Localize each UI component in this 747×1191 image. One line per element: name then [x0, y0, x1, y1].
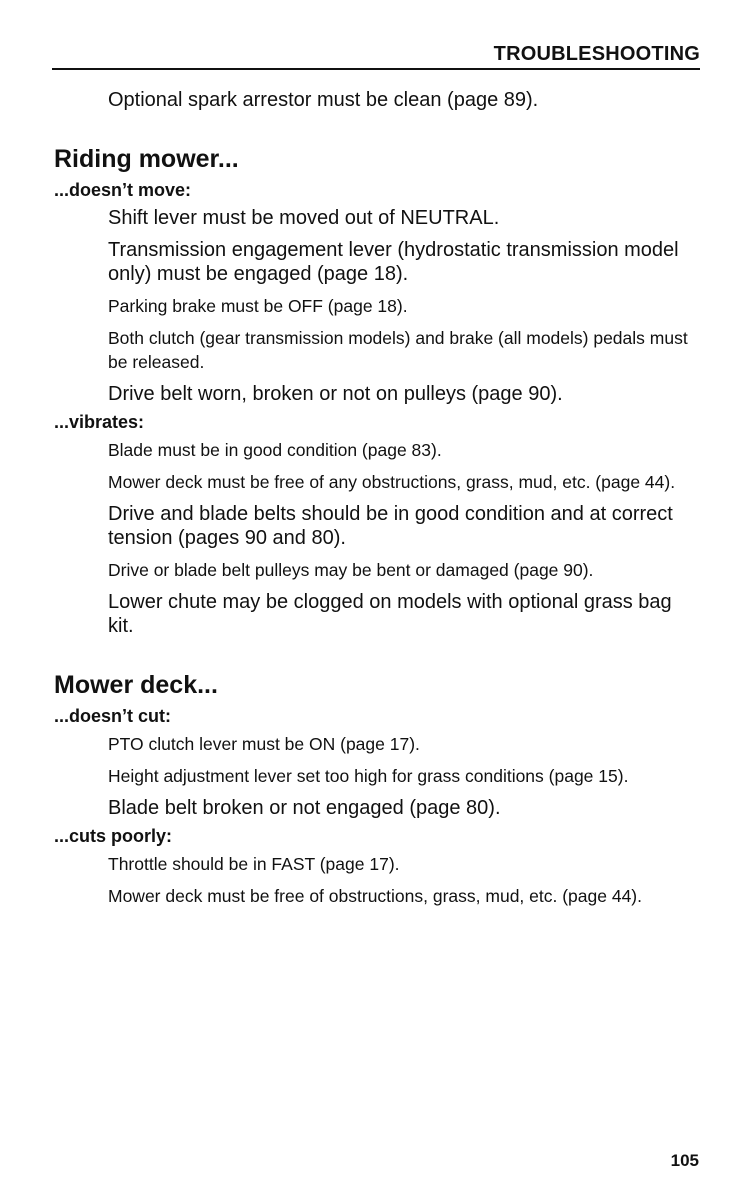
- page-content: [0, 88, 747, 908]
- troubleshooting-item: Drive belt worn, broken or not on pulleys (page 90).: [108, 383, 563, 405]
- subsection-vibrates: [0, 410, 747, 638]
- section-heading: Riding mower...: [54, 145, 239, 173]
- running-header: [52, 42, 700, 70]
- troubleshooting-item: Throttle should be in FAST (page 17).: [108, 854, 400, 874]
- troubleshooting-item: Drive or blade belt pulleys may be bent or damaged (page 90).: [108, 560, 594, 580]
- troubleshooting-item: Height adjustment lever set too high for grass conditions (page 15).: [108, 766, 629, 786]
- subsection-cuts-poorly: [0, 824, 747, 908]
- subsection-heading: ...vibrates:: [54, 412, 145, 432]
- troubleshooting-item: Mower deck must be free of any obstructions, grass, mud, etc. (page 44).: [108, 472, 676, 492]
- troubleshooting-item: Lower chute may be clogged on models with optional grass bag kit.: [108, 591, 672, 637]
- intro-item: Optional spark arrestor must be clean (page 89).: [108, 89, 539, 111]
- subsection-heading: ...doesn’t move:: [54, 180, 192, 200]
- subsection-doesnt-cut: [0, 704, 747, 820]
- running-header-title: TROUBLESHOOTING: [493, 43, 700, 65]
- page-number: 105: [670, 1151, 699, 1170]
- troubleshooting-item: PTO clutch lever must be ON (page 17).: [108, 734, 420, 754]
- section-heading: Mower deck...: [54, 671, 218, 699]
- troubleshooting-item: Blade must be in good condition (page 83).: [108, 440, 442, 460]
- section-mower-deck: [0, 670, 747, 908]
- troubleshooting-item: Transmission engagement lever (hydrostatic transmission model only) must be engaged (page 18).: [108, 239, 679, 285]
- troubleshooting-item: Shift lever must be moved out of NEUTRAL.: [108, 207, 500, 229]
- troubleshooting-item: Drive and blade belts should be in good condition and at correct tension (pages 90 and 80).: [108, 503, 673, 549]
- section-riding-mower: [0, 144, 747, 638]
- subsection-heading: ...doesn’t cut:: [54, 706, 171, 726]
- troubleshooting-item: Parking brake must be OFF (page 18).: [108, 296, 408, 316]
- troubleshooting-item: Both clutch (gear transmission models) and brake (all models) pedals must be released.: [108, 328, 688, 372]
- troubleshooting-item: Mower deck must be free of obstructions, grass, mud, etc. (page 44).: [108, 886, 642, 906]
- troubleshooting-item: Blade belt broken or not engaged (page 80).: [108, 797, 501, 819]
- subsection-doesnt-move: [0, 178, 747, 406]
- subsection-heading: ...cuts poorly:: [54, 826, 173, 846]
